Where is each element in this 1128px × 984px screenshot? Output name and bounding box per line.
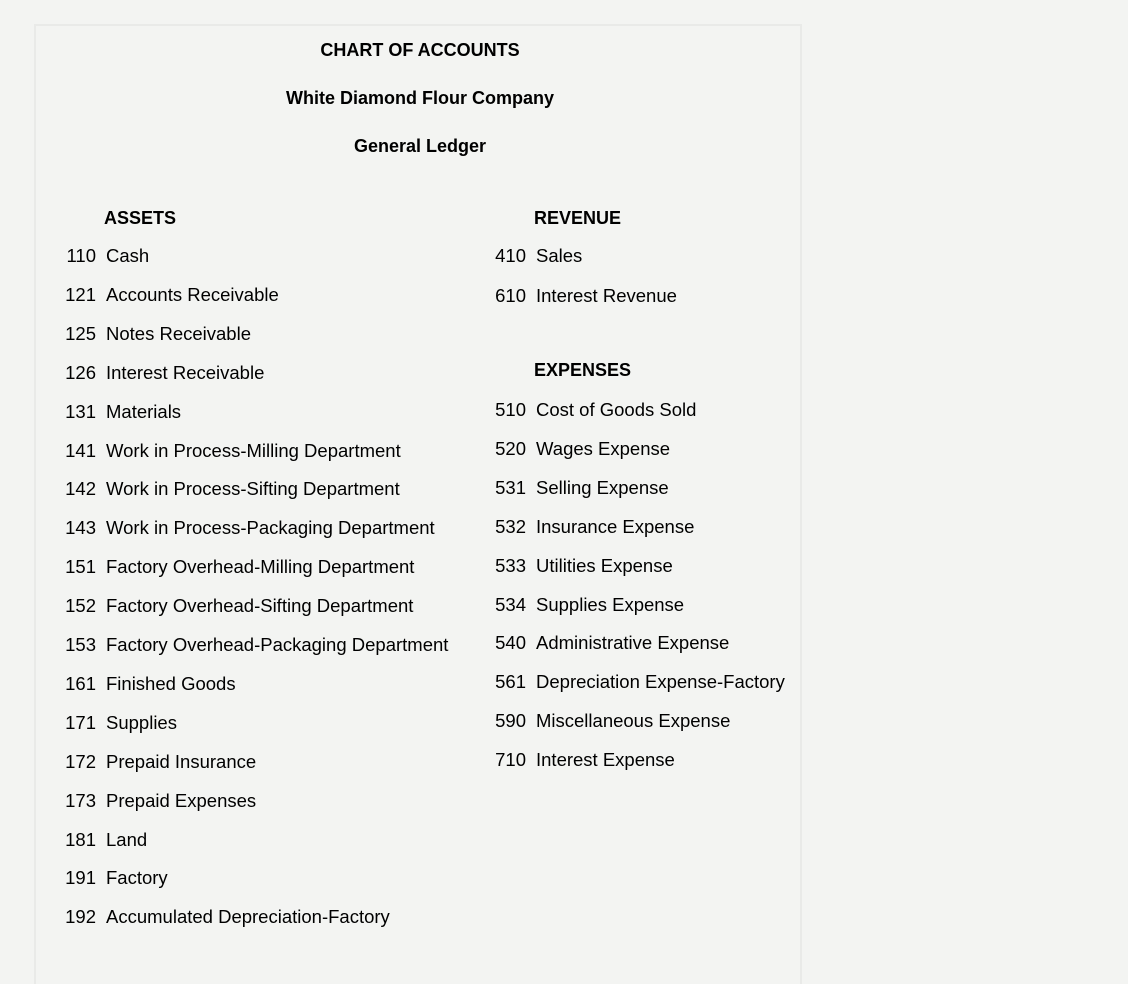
account-name: Selling Expense <box>536 476 669 498</box>
account-row <box>58 323 251 345</box>
account-number: 534 <box>495 593 526 615</box>
account-row <box>488 399 696 421</box>
account-row <box>488 245 582 267</box>
account-name: Land <box>106 828 148 850</box>
account-name: Cash <box>106 245 150 266</box>
account-name: Sales <box>536 245 583 266</box>
expenses-heading: EXPENSES <box>534 360 632 380</box>
account-name: Work in Process-Packaging Department <box>106 517 435 539</box>
account-name: Utilities Expense <box>536 554 673 576</box>
account-name: Prepaid Expenses <box>106 789 257 811</box>
account-number: 151 <box>65 556 96 578</box>
account-name: Prepaid Insurance <box>106 750 257 772</box>
account-row <box>58 634 448 656</box>
account-number: 125 <box>65 322 96 344</box>
account-name: Miscellaneous Expense <box>536 710 731 732</box>
account-number: 191 <box>65 867 96 889</box>
account-row <box>488 710 730 732</box>
account-name: Factory Overhead-Milling Department <box>106 556 415 578</box>
account-number: 161 <box>65 672 96 694</box>
account-row <box>488 477 669 499</box>
page-title: CHART OF ACCOUNTS <box>320 40 520 60</box>
account-number: 531 <box>495 476 526 498</box>
account-number: 410 <box>495 245 526 266</box>
account-number: 171 <box>65 711 96 733</box>
account-name: Accounts Receivable <box>106 283 279 305</box>
account-name: Depreciation Expense-Factory <box>536 671 785 693</box>
chart-of-accounts-panel <box>34 24 802 984</box>
account-name: Work in Process-Milling Department <box>106 439 401 461</box>
assets-heading: ASSETS <box>104 208 177 228</box>
account-number: 173 <box>65 789 96 811</box>
account-name: Accumulated Depreciation-Factory <box>106 906 390 928</box>
account-name: Interest Expense <box>536 749 675 771</box>
account-number: 590 <box>495 710 526 732</box>
account-number: 126 <box>65 361 96 383</box>
account-number: 710 <box>495 749 526 771</box>
account-row <box>488 749 675 771</box>
account-number: 561 <box>495 671 526 693</box>
account-number: 181 <box>65 828 96 850</box>
account-name: Wages Expense <box>536 437 671 459</box>
account-row <box>488 516 694 538</box>
ledger-title: General Ledger <box>353 136 487 156</box>
account-name: Supplies <box>106 711 177 733</box>
account-number: 520 <box>495 437 526 459</box>
account-name: Interest Receivable <box>106 361 265 383</box>
account-row <box>58 556 414 578</box>
account-name: Interest Revenue <box>536 284 677 306</box>
account-row <box>58 401 181 423</box>
account-row <box>58 284 279 306</box>
account-name: Supplies Expense <box>536 593 685 615</box>
account-number: 172 <box>65 750 96 772</box>
account-row <box>58 906 390 928</box>
account-name: Notes Receivable <box>106 322 251 344</box>
account-name: Cost of Goods Sold <box>536 399 697 420</box>
account-name: Factory Overhead-Packaging Department <box>106 634 449 655</box>
account-row <box>58 751 256 773</box>
account-number: 110 <box>66 245 96 266</box>
account-row <box>58 478 400 500</box>
account-row <box>488 632 729 654</box>
account-name: Factory Overhead-Sifting Department <box>106 595 414 617</box>
account-number: 510 <box>495 399 526 420</box>
account-row <box>58 712 177 734</box>
account-number: 121 <box>65 283 96 305</box>
account-number: 141 <box>65 439 96 461</box>
account-row <box>58 517 435 539</box>
account-number: 131 <box>65 400 96 422</box>
account-number: 152 <box>65 595 96 617</box>
account-row <box>488 671 785 693</box>
account-name: Insurance Expense <box>536 515 695 537</box>
account-row <box>58 595 413 617</box>
account-row <box>58 245 149 267</box>
account-name: Materials <box>106 400 182 422</box>
account-number: 153 <box>65 634 96 655</box>
account-row <box>58 790 256 812</box>
account-name: Factory <box>106 867 168 889</box>
account-row <box>488 438 670 460</box>
account-number: 143 <box>65 517 96 539</box>
account-number: 533 <box>495 554 526 576</box>
account-row <box>488 285 677 307</box>
account-row <box>58 829 147 851</box>
account-name: Finished Goods <box>106 672 236 694</box>
account-number: 192 <box>65 906 96 928</box>
account-number: 142 <box>65 478 96 500</box>
account-row <box>58 673 236 695</box>
revenue-heading: REVENUE <box>534 208 622 228</box>
account-number: 610 <box>495 284 526 306</box>
account-row <box>58 867 168 889</box>
account-row <box>58 440 401 462</box>
account-row <box>58 362 264 384</box>
account-row <box>488 594 684 616</box>
account-row <box>488 555 673 577</box>
account-name: Administrative Expense <box>536 632 730 654</box>
account-number: 540 <box>495 632 526 654</box>
account-number: 532 <box>495 515 526 537</box>
account-name: Work in Process-Sifting Department <box>106 478 400 500</box>
company-name: White Diamond Flour Company <box>286 88 554 108</box>
